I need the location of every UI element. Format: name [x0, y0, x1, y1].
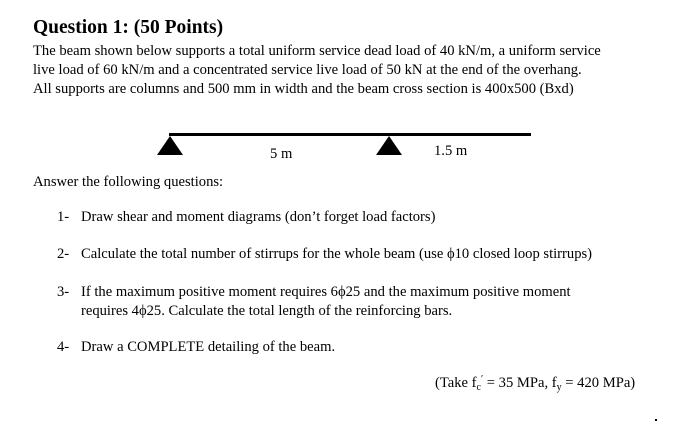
question-title: Question 1: (50 Points) [33, 17, 224, 38]
question-item-number: 1- [57, 209, 70, 225]
span-label-main: 5 m [270, 146, 293, 162]
stray-dot [655, 419, 657, 421]
given-open: (Take f [435, 375, 477, 391]
question-item-text: Draw a COMPLETE detailing of the beam. [81, 339, 336, 355]
question-item-number: 2- [57, 246, 70, 262]
triangle-support-icon [157, 136, 183, 155]
problem-statement [33, 42, 673, 99]
material-properties [435, 374, 635, 393]
problem-statement-line: All supports are columns and 500 mm in width and the beam cross section is 400x500 (Bxd) [33, 81, 574, 97]
fc-prime: ′ [480, 374, 484, 385]
question-item-number: 4- [57, 339, 70, 355]
question-item-text: Draw shear and moment diagrams (don’t forget load factors) [81, 209, 436, 225]
problem-statement-line: live load of 60 kN/m and a concentrated service live load of 50 kN at the end of the overhang. [33, 62, 582, 78]
question-item-text: If the maximum positive moment requires 6ϕ25 and the maximum positive moment [81, 284, 571, 300]
fy-value: = 420 MPa) [561, 375, 636, 391]
question-item-number: 3- [57, 284, 70, 300]
problem-statement-line: The beam shown below supports a total uniform service dead load of 40 kN/m, a uniform service [33, 43, 601, 59]
answer-intro: Answer the following questions: [33, 174, 224, 190]
triangle-support-icon [376, 136, 402, 155]
fc-subscript: c [476, 382, 481, 393]
span-label-overhang: 1.5 m [434, 143, 468, 159]
question-item-text: Calculate the total number of stirrups for the whole beam (use ϕ10 closed loop stirrups) [81, 246, 593, 262]
fc-value: = 35 MPa, f [483, 375, 557, 391]
fy-subscript: y [556, 382, 562, 393]
question-item-text: requires 4ϕ25. Calculate the total length of the reinforcing bars. [81, 303, 453, 319]
